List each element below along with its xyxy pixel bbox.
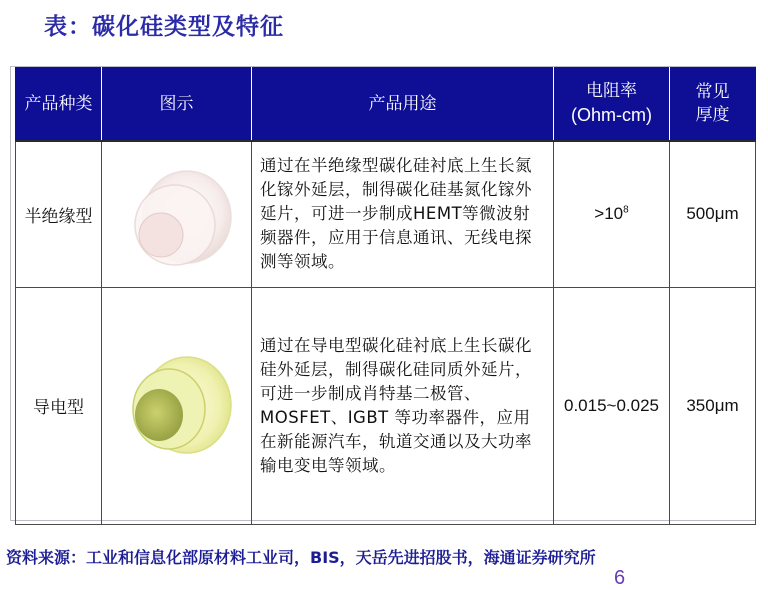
page-number: 6 <box>614 567 626 589</box>
header-thickness-line1: 常见 <box>695 82 730 103</box>
row-use: 通过在导电型碳化硅衬底上生长碳化硅外延层，制得碳化硅同质外延片，可进一步制成肖特基二极管、MOSFET、IGBT 等功率器件，应用在新能源汽车，轨道交通以及大功率输电变电等领域。 <box>252 287 554 524</box>
sic-type-table <box>15 67 756 525</box>
row-thickness: 350μm <box>670 287 756 524</box>
row-type: 导电型 <box>16 287 102 524</box>
header-type: 产品种类 <box>16 68 102 142</box>
header-thickness-line2: 厚度 <box>695 105 730 125</box>
table-row <box>16 287 756 524</box>
row-thickness: 500μm <box>670 141 756 287</box>
row-resistivity-base: >10 <box>594 204 624 224</box>
row-resistivity-exp: 8 <box>623 204 629 216</box>
row-resistivity <box>554 141 670 287</box>
row-image <box>102 287 252 524</box>
header-resistivity-line1: 电阻率 <box>586 81 637 102</box>
header-image: 图示 <box>102 68 252 142</box>
row-use: 通过在半绝缘型碳化硅衬底上生长氮化镓外延层，制得碳化硅基氮化镓外延片，可进一步制成HEMT等微波射频器件，应用于信息通讯、无线电探测等领域。 <box>252 141 554 287</box>
table-row <box>16 141 756 287</box>
header-resistivity-line2: (Ohm-cm) <box>571 105 652 125</box>
semi-insulating-wafer-image <box>115 155 239 273</box>
row-type: 半绝缘型 <box>16 141 102 287</box>
table-header-row <box>16 68 756 142</box>
conductive-wafer-image <box>115 347 239 465</box>
header-use: 产品用途 <box>252 68 554 142</box>
row-image <box>102 141 252 287</box>
header-thickness <box>670 68 756 142</box>
header-resistivity <box>554 68 670 142</box>
page-title: 表：碳化硅类型及特征 <box>44 14 284 40</box>
source-note: 资料来源：工业和信息化部原材料工业司，BIS，天岳先进招股书，海通证券研究所 <box>6 548 596 567</box>
row-resistivity: 0.015~0.025 <box>554 287 670 524</box>
